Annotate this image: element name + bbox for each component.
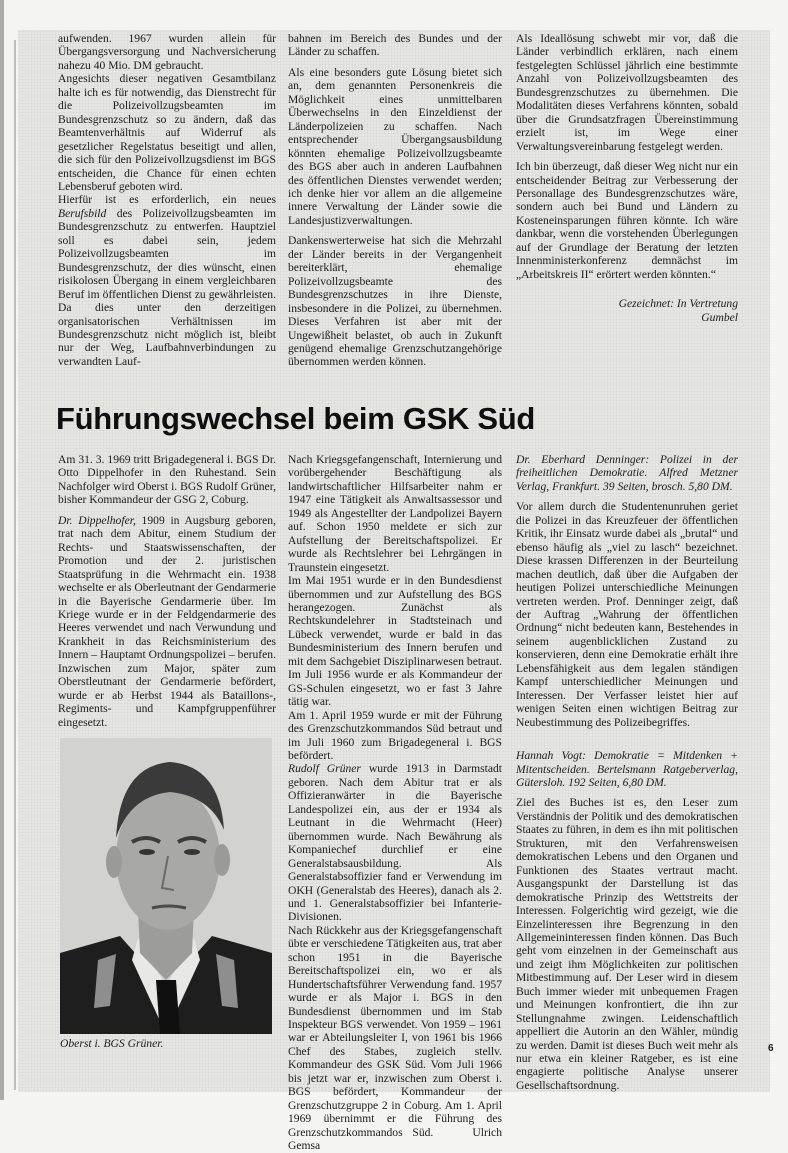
paragraph: Nach Kriegsgefangenschaft, Internierung und vorübergehender Beschäftigung als landwirtschaftlicher Hilfsarbeiter nahm er 1947 eine Tätigkeit als Anwaltsassessor und 1949 als Angestellter der Landpolizei Bayern auf. Schon 1950 meldete er sich zur Aufstellung der Bereitschaftspolizei. Er wurde als Rechtslehrer bei Lehrgängen in Traunstein eingesetzt. — [288, 453, 502, 574]
book-review-title — [516, 453, 738, 493]
author-name: Ulrich Gemsa — [288, 1125, 502, 1153]
upper-column-1 — [58, 32, 276, 368]
paragraph — [58, 193, 276, 368]
upper-column-2 — [288, 32, 502, 369]
paragraph: Ich bin überzeugt, daß dieser Weg nicht nur ein entscheidender Beitrag zur Verbesserung der Personallage des Bundesgrenzschutzes wäre, sondern auch bei Bund und Ländern zu Kosteneinsparungen führen könnte. Ich wäre dankbar, wenn die vorstehenden Überlegungen auf der Grundlage der Beratung der letzten Innenministerkonferenz demnächst im „Arbeitskreis II“ erörtert werden könnten.“ — [516, 160, 738, 281]
paragraph: Als eine besonders gute Lösung bietet sich an, dem genannten Personenkreis die Möglichkeit eines unmittelbaren Überwechselns in den Einzeldienst der Länderpolizeien zu schaffen. Nach entsprechender Übergangsausbildung könnten ehemalige Polizeivollzugsbeamte des BGS aber auch in anderen Laufbahnen des öffentlichen Dienstes verwendet werden; ich denke hier vor allem an die allgemeine innere Verwaltung der Länder sowie die Landesjustizverwaltungen. — [288, 65, 502, 227]
portrait-photo — [60, 738, 272, 1034]
signature-line-1: Gezeichnet: In Vertretung — [618, 297, 738, 311]
text-run: Nach Rückkehr aus der Kriegsgefangenschaft übte er verschiedene Tätigkeiten aus, trat aber schon 1951 in die Bayerische Bereitschaftspolizei ein, wo er als Hundertschaftsführer Verwendung fand. 1957 wurde er als Major i. BGS in den Bundesdienst übernommen und im Stab Inspekteur BGS verwendet. Von 1959 – 1961 war er Abteilungsleiter I, von 1961 bis 1966 Chef des Stabes, zugleich stellv. Kommandeur des GSK Süd. Vom Juli 1966 bis jetzt war er, inzwischen zum Oberst i. BGS befördert, Kommandeur der Grenzschutzgruppe 2 in Coburg. Am 1. April 1969 übernimmt er die Führung des Grenzschutzkommandos Süd. — [288, 923, 502, 1139]
paragraph: aufwenden. 1967 wurden allein für Übergangsversorgung und Nachversicherung nahezu 40 Mio. DM gebraucht. — [58, 32, 276, 72]
paragraph: Am 31. 3. 1969 tritt Brigadegeneral i. BGS Dr. Otto Dippelhofer in den Ruhestand. Sein Nachfolger wird Oberst i. BGS Rudolf Grüner, bisher Kommandeur der GSG 2, Coburg. — [58, 453, 276, 507]
paragraph: Als Ideallösung schwebt mir vor, daß die Länder verbindlich erklären, nach einem festgelegten Schlüssel jährlich eine bestimmte Anzahl von Polizeivollzugsbeamten des Bundesgrenzschutzes zu übernehmen. Die Modalitäten dieses Verfahrens könnten, sobald über die Grundsatzfragen Übereinstimmung erzielt ist, im Wege einer Verwaltungsvereinbarung festgelegt werden. — [516, 32, 738, 153]
book-spine-edge — [0, 0, 4, 1100]
lower-column-2 — [288, 453, 502, 1153]
signature-line-2: Gumbel — [701, 310, 738, 324]
lower-column-3-book-reviews — [516, 453, 738, 1092]
paragraph — [288, 762, 502, 923]
paragraph: Im Mai 1951 wurde er in den Bundesdienst übernommen und zur Aufstellung des BGS herangezogen. Zunächst als Rechtskundelehrer in Stadtsteinach und Lübeck verwendet, wurde er bald in das Bundesministerium des Innern berufen und mit dem Sachgebiet Disziplinarwesen betraut. Im Juli 1956 wurde er als Kommandeur der GS-Schulen eingesetzt, wo er fast 3 Jahre tätig war. — [288, 574, 502, 709]
upper-column-3 — [516, 32, 738, 324]
text-run: des Polizeivollzugsbeamten im Bundesgrenzschutz zu entwerfen. Hauptziel soll es dabei sein, jedem Polizeivollzugsbeamten im Bundesgrenzschutz, der dies wünscht, einen risikolosen Übergang in einem vergleichbaren Beruf im öffentlichen Dienst zu gewährleisten. Da dies unter den derzeitigen organisatorischen Verhältnissen im Bundesgrenzschutz nicht möglich ist, bleibt nur der Weg, Laufbahnverbindungen zu verwandten Lauf- — [58, 206, 277, 368]
text-run: 1909 in Augsburg geboren, trat nach dem Abitur, einem Studium der Rechts- und Staatswissenschaften, der Promotion und der 2. juristischen Staatsprüfung in die Wehrmacht ein. 1938 wechselte er als Oberleutnant der Gendarmerie in die Bayerische Gendarmerie über. Im Kriege wurde er in der Feldgendarmerie des Heeres verwendet und nach Verwundung und Krankheit in das Reichsministerium des Innern – Hauptamt Ordnungspolizei – berufen. Inzwischen zum Major, später zum Oberstleutnant der Gendarmerie befördert, wurde er ab Herbst 1944 als Bataillons-, Regiments- und Kampfgruppenführer eingesetzt. — [58, 513, 276, 729]
paragraph: bahnen im Bereich des Bundes und der Länder zu schaffen. — [288, 32, 502, 59]
page-number: 6 — [768, 1043, 774, 1054]
book-title-text: Hannah Vogt: Demokratie = Mitdenken + Mitentscheiden. Bertelsmann Ratgeberverlag, Gütersloh. 192 Seiten, 6,80 DM. — [516, 749, 738, 789]
book-title-text: Dr. Eberhard Denninger: Polizei in der freiheitlichen Demokratie. Alfred Metzner Verlag, Frankfurt. 39 Seiten, brosch. 5,80 DM. — [516, 453, 738, 493]
book-review-text: Vor allem durch die Studentenunruhen geriet die Polizei in das Kreuzfeuer der öffentlichen Kritik, ihr Einsatz wurde dabei als „brutal“ und ebenso häufig als „viel zu lasch“ bezeichnet. Diese krassen Differenzen in der Beurteilung machen deutlich, daß über die Aufgaben der heutigen Polizei unterschiedliche Meinungen vertreten werden. Prof. Denninger zeigt, daß der Auftrag „Wahrung der öffentlichen Ordnung“ nicht bedeuten kann, Bestehendes in seinem augenblicklichen Zustand zu konservieren, denn eine Demokratie erhält ihre Lebensfähigkeit aus dem legalen ständigen Kampf unterschiedlicher Meinungen und Interessen. Der Verfasser leistet hier auf wenigen Seiten einen wichtigen Beitrag zur Neubestimmung des Polizeibegriffes. — [516, 500, 738, 729]
paragraph: Dankenswerterweise hat sich die Mehrzahl der Länder bereits in der Vergangenheit bereiterklärt, ehemalige Polizeivollzugsbeamte des Bundesgrenzschutzes in ihre Dienste, insbesondere in die Polizei, zu übernehmen. Dieses Verfahren ist aber mit der Ungewißheit belastet, ob auch in Zukunft genügend ehemalige Grenzschutzangehörige übernommen werden können. — [288, 234, 502, 369]
page-gutter-line — [14, 40, 16, 1090]
book-review-title — [516, 749, 738, 789]
lower-column-1 — [58, 453, 276, 729]
text-run: Hierfür ist es erforderlich, ein neues — [58, 193, 276, 207]
paragraph: Angesichts dieser negativen Gesamtbilanz halte ich es für notwendig, das Dienstrecht für die Polizeivollzugsbeamten im Bundesgrenzschutz so zu ändern, daß das Beamtenverhältnis auf Widerruf als gesetzlicher Regelstatus beseitigt und allen, die sich für den Polizeivollzugsdienst im BGS entscheiden, die Chance für einen echten Lebensberuf geboten wird. — [58, 72, 276, 193]
paragraph: Am 1. April 1959 wurde er mit der Führung des Grenzschutzkommandos Süd betraut und im Juli 1960 zum Brigadegeneral i. BGS befördert. — [288, 708, 502, 762]
photo-caption: Oberst i. BGS Grüner. — [60, 1037, 164, 1050]
book-review-text: Ziel des Buches ist es, den Leser zum Verständnis der Politik und des demokratischen Staates zu führen, in dem es ihn mit politischen Strukturen, mit den Verfahrensweisen demokratischen Lebens und den Organen und Funktionen des Staates vertraut macht. Ausgangspunkt der Darstellung ist das demokratische Prinzip des Wettstreits der Interessen. Folgerichtig wird gezeigt, wie die Einzelinteressen ihre Begrenzung in den Allgemeininteressen finden können. Das Buch geht vom einzelnen in der Gemeinschaft aus und zeigt ihm Möglichkeiten zur politischen Mitbestimmung auf. Der Leser wird in diesem Buch immer wieder mit unbequemen Fragen und Meinungen konfrontiert, die ihn zur Stellungnahme zwingen. Leidenschaftlich appelliert die Autorin an den Wähler, mündig zu werden. Damit ist dieses Buch weit mehr als nur etwa ein kleiner Ratgeber, es ist eine engagierte politische Analyse unserer Gesellschaftsordnung. — [516, 796, 738, 1092]
emphasis-text: Berufsbild — [58, 206, 107, 220]
paragraph — [58, 514, 276, 729]
article-headline: Führungswechsel beim GSK Süd — [56, 401, 536, 436]
text-run: wurde 1913 in Darmstadt geboren. Nach dem Abitur trat er als Offizieranwärter in die Bayerische Landespolizei ein, aus der er 1934 als Leutnant in die Wehrmacht (Heer) übernommen wurde. Nach Bewährung als Kompaniechef durchlief er eine Generalstabsausbildung. Als Generalstabsoffizier fand er Verwendung im OKH (Generalstab des Heeres), danach als 2. und 1. Generalstabsoffizier bei Infanterie-Divisionen. — [288, 762, 502, 924]
signature — [516, 297, 738, 324]
paragraph — [288, 924, 502, 1153]
person-name: Dr. Dippelhofer, — [58, 513, 136, 527]
person-name: Rudolf Grüner — [288, 762, 361, 776]
portrait-illustration — [60, 738, 272, 1034]
